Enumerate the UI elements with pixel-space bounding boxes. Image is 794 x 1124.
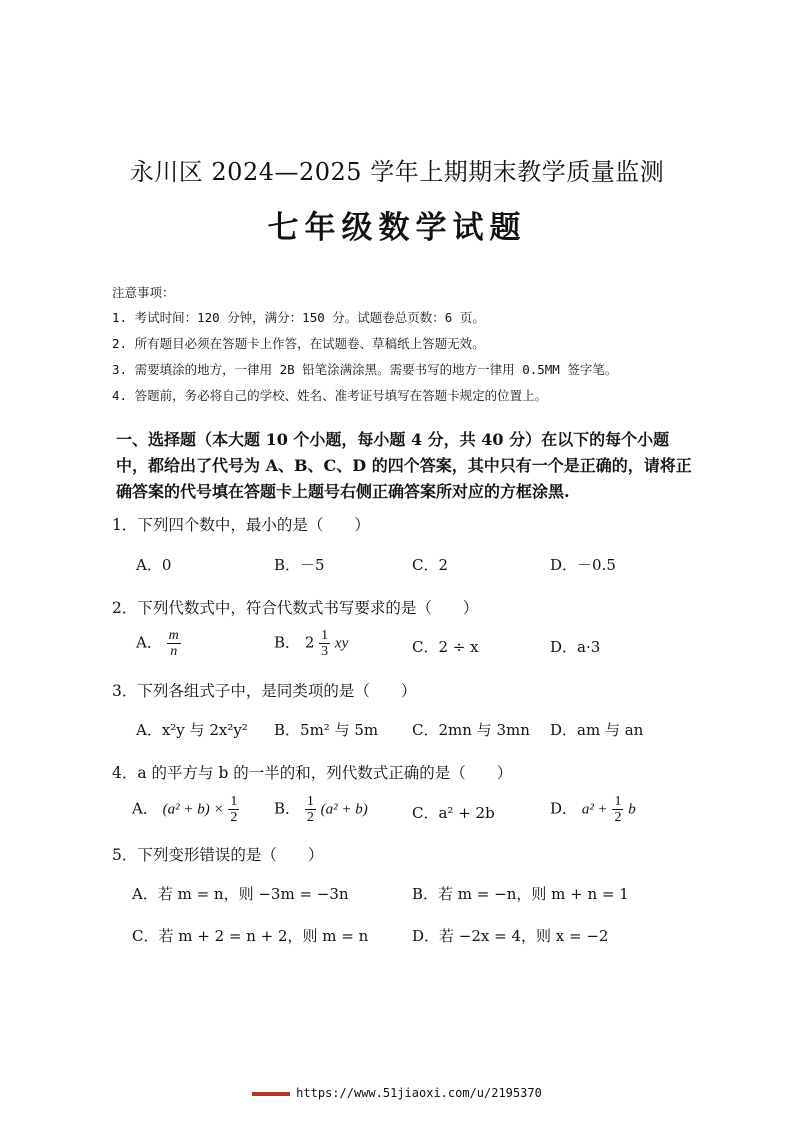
q4-b-fraction bbox=[305, 794, 316, 825]
q4-b-denominator: 2 bbox=[306, 810, 314, 825]
q4-b-numerator: 1 bbox=[306, 794, 314, 809]
q2-a-numerator: m bbox=[168, 628, 179, 643]
question-2-stem: 2．下列代数式中，符合代数式书写要求的是（ ） bbox=[112, 599, 479, 617]
q5-option-b: B．若 m = −n，则 m + n = 1 bbox=[412, 885, 629, 903]
q2-a-fraction bbox=[167, 628, 181, 659]
q4-option-c: C．a² + 2b bbox=[412, 804, 495, 822]
q3-option-c: C．2mn 与 3mn bbox=[412, 721, 530, 739]
q5-option-d: D．若 −2x = 4，则 x = −2 bbox=[412, 927, 609, 945]
q4-d-expression: a² + bbox=[581, 801, 608, 818]
q2-a-denominator: n bbox=[170, 644, 178, 659]
q4-d-label: D． bbox=[550, 799, 578, 818]
q2-b-denominator: 3 bbox=[321, 644, 329, 659]
footer-link[interactable]: https://www.51jiaoxi.com/u/2195370 bbox=[296, 1086, 542, 1100]
question-4-stem: 4．a 的平方与 b 的一半的和，列代数式正确的是（ ） bbox=[112, 764, 513, 782]
q2-option-a bbox=[136, 628, 181, 659]
q3-option-d: D．am 与 an bbox=[550, 721, 644, 739]
note-item-4: 4. 答题前，务必将自己的学校、姓名、准考证号填写在答题卡规定的位置上。 bbox=[112, 388, 548, 403]
q4-d-variable: b bbox=[628, 801, 636, 818]
question-5-stem: 5．下列变形错误的是（ ） bbox=[112, 846, 324, 864]
q1-option-c: C．2 bbox=[412, 556, 449, 574]
q2-option-b bbox=[274, 628, 348, 659]
q4-b-label: B． bbox=[274, 799, 301, 818]
section-instructions: 一、选择题（本大题 10 个小题，每小题 4 分，共 40 分）在以下的每个小题中，都给出了代号为 A、B、C、D 的四个答案，其中只有一个是正确的，请将正确答案的代号填在答题卡上题号右侧正确答案所对应的方框涂黑. bbox=[116, 430, 692, 501]
q2-option-c: C．2 ÷ x bbox=[412, 638, 479, 656]
exam-subtitle: 七年级数学试题 bbox=[267, 210, 527, 246]
footer-mark-icon bbox=[252, 1092, 290, 1096]
note-item-1: 1. 考试时间：120 分钟，满分：150 分。试题卷总页数：6 页。 bbox=[112, 310, 485, 325]
note-item-2: 2. 所有题目必须在答题卡上作答，在试题卷、草稿纸上答题无效。 bbox=[112, 336, 485, 351]
q4-option-a bbox=[132, 794, 239, 825]
q1-option-a: A．0 bbox=[136, 556, 172, 574]
q4-b-expression: (a² + b) bbox=[320, 801, 368, 818]
exam-title: 永川区 2024—2025 学年上期期末教学质量监测 bbox=[129, 158, 665, 186]
q4-d-fraction bbox=[612, 794, 623, 825]
q2-b-fraction bbox=[319, 628, 330, 659]
q4-d-numerator: 1 bbox=[614, 794, 622, 809]
q2-b-label: B． bbox=[274, 633, 301, 652]
footer-url[interactable] bbox=[0, 1086, 794, 1100]
q2-a-label: A． bbox=[136, 633, 162, 652]
q4-d-denominator: 2 bbox=[614, 810, 622, 825]
note-item-3: 3. 需要填涂的地方，一律用 2B 铅笔涂满涂黑。需要书写的地方一律用 0.5MM 签字笔。 bbox=[112, 362, 618, 377]
q5-option-c: C．若 m + 2 = n + 2，则 m = n bbox=[132, 927, 369, 945]
q2-b-numerator: 1 bbox=[321, 628, 329, 643]
q4-a-expression: (a² + b) × bbox=[162, 801, 224, 818]
q4-option-d bbox=[550, 794, 636, 825]
q1-option-b: B．－5 bbox=[274, 556, 325, 574]
q3-option-b: B．5m² 与 5m bbox=[274, 721, 379, 739]
q4-a-denominator: 2 bbox=[230, 810, 238, 825]
notes-heading: 注意事项： bbox=[112, 285, 175, 300]
q4-option-b bbox=[274, 794, 368, 825]
q3-option-a: A．x²y 与 2x²y² bbox=[136, 721, 248, 739]
q1-option-d: D．－0.5 bbox=[550, 556, 616, 574]
q2-b-whole: 2 bbox=[304, 633, 315, 652]
q5-option-a: A．若 m = n，则 −3m = −3n bbox=[132, 885, 349, 903]
q4-a-fraction bbox=[228, 794, 239, 825]
q2-option-d: D．a·3 bbox=[550, 638, 601, 656]
q4-a-numerator: 1 bbox=[230, 794, 238, 809]
question-1-stem: 1．下列四个数中，最小的是（ ） bbox=[112, 516, 370, 534]
q4-a-label: A． bbox=[132, 799, 158, 818]
question-3-stem: 3．下列各组式子中，是同类项的是（ ） bbox=[112, 682, 417, 700]
q2-b-rest: xy bbox=[334, 635, 349, 652]
